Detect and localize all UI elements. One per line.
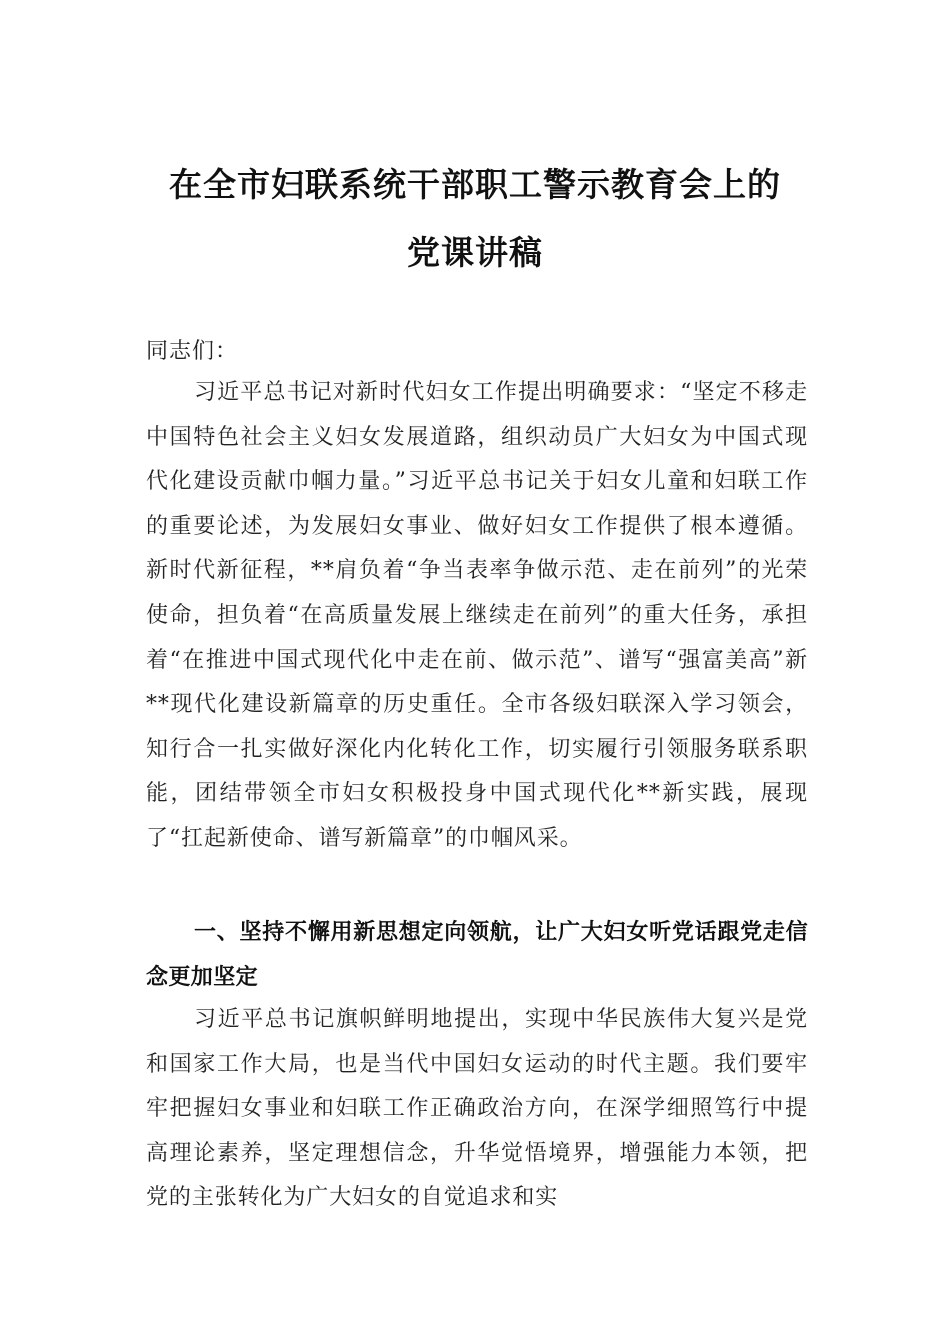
section-heading-1: 一、坚持不懈用新思想定向领航，让广大妇女听党话跟党走信念更加坚定	[146, 920, 808, 990]
paragraph-section-1: 习近平总书记旗帜鲜明地提出，实现中华民族伟大复兴是党和国家工作大局，也是当代中国妇女运动的时代主题。我们要牢牢把握妇女事业和妇联工作正确政治方向，在深学细照笃行中提高理论素养，坚定理想信念，升华觉悟境界，增强能力本领，把党的主张转化为广大妇女的自觉追求和实	[146, 1007, 808, 1211]
document-title-line-1: 在全市妇联系统干部职工警示教育会上的	[169, 165, 781, 204]
document-title-line-2: 党课讲稿	[407, 233, 543, 272]
salutation: 同志们：	[146, 339, 239, 364]
paragraph-intro: 习近平总书记对新时代妇女工作提出明确要求：“坚定不移走中国特色社会主义妇女发展道路，组织动员广大妇女为中国式现代化建设贡献巾帼力量。”习近平总书记关于妇女儿童和妇联工作的重要论述，为发展妇女事业、做好妇女工作提供了根本遵循。新时代新征程，**肩负着“争当表率争做示范、走在前列”的光荣使命，担负着“在高质量发展上继续走在前列”的重大任务，承担着“在推进中国式现代化中走在前、做示范”、谱写“强富美高”新**现代化建设新篇章的历史重任。全市各级妇联深入学习领会，知行合一扎实做好深化内化转化工作，切实履行引领服务联系职能，团结带领全市妇女积极投身中国式现代化**新实践，展现了“扛起新使命、谱写新篇章”的巾帼风采。	[146, 380, 808, 851]
